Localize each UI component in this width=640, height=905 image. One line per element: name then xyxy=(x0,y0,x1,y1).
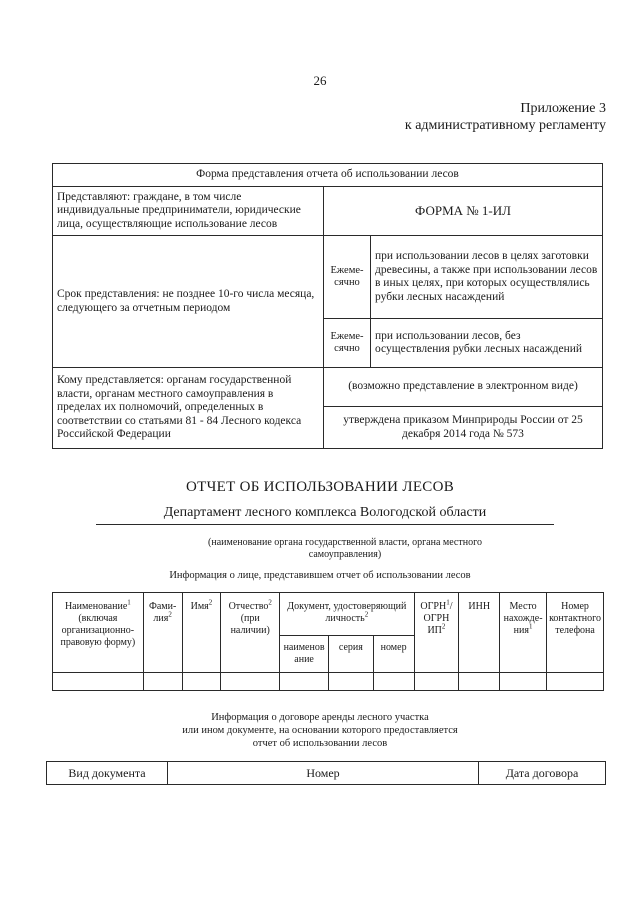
form-info-table xyxy=(52,163,603,449)
periodicity-2: Ежеме-сячно xyxy=(324,319,371,368)
appendix-line-2: к административному регламенту xyxy=(404,118,606,133)
col-phone: Номер контактного телефона xyxy=(547,593,604,673)
cell-empty xyxy=(280,673,329,691)
department-note: (наименование органа государственной власти, органа местного самоуправления) xyxy=(208,537,482,560)
lease-caption-line-1: Информация о договоре аренды лесного участка xyxy=(211,712,429,723)
table-row-empty xyxy=(53,673,604,691)
case-1-cell: при использовании лесов в целях заготовки древесины, а также при использовании лесов в иных целях, при которых осуществлялись рубки лесных насаждений xyxy=(371,236,603,319)
col-inn: ИНН xyxy=(459,593,500,673)
submitters-cell: Представляют: граждане, в том числе индивидуальные предприниматели, юридические лица, осуществляющие использование лесов xyxy=(53,187,324,236)
person-info-caption: Информация о лице, представившем отчет об использовании лесов xyxy=(169,570,471,581)
report-title: ОТЧЕТ ОБ ИСПОЛЬЗОВАНИИ ЛЕСОВ xyxy=(185,479,455,495)
case-2-cell: при использовании лесов, без осуществления рубки лесных насаждений xyxy=(371,319,603,368)
form-number: ФОРМА № 1-ИЛ xyxy=(324,187,603,236)
cell-empty xyxy=(373,673,414,691)
appendix-line-1: Приложение 3 xyxy=(520,101,606,116)
col-doc-number: номер xyxy=(373,636,414,673)
col-doc-name: наименов ание xyxy=(280,636,329,673)
cell-empty xyxy=(547,673,604,691)
col-ogrn: ОГРН$^1$/ ОГРН $ИП^2$ xyxy=(414,593,459,673)
col-location: Место нахожде-ния$^1$ xyxy=(500,593,547,673)
recipient-cell: Кому представляется: органам государственной власти, органам местного самоуправления в пределах их полномочий, определенных в соответствии со статьями 81 - 84 Лесного кодекса Российской Федерации xyxy=(53,368,324,449)
page-number: 26 xyxy=(313,73,327,88)
cell-empty xyxy=(143,673,182,691)
person-info-table xyxy=(52,592,604,691)
form-table-title: Форма представления отчета об использовании лесов xyxy=(53,164,603,187)
cell-empty xyxy=(53,673,144,691)
deadline-cell: Срок представления: не позднее 10-го числа месяца, следующего за отчетным периодом xyxy=(53,236,324,368)
col-doc-series: серия xyxy=(329,636,374,673)
approved-cell: утверждена приказом Минприроды России от 25 декабря 2014 года № 573 xyxy=(324,407,603,449)
col-first-name: Имя$^2$ xyxy=(182,593,221,673)
lease-caption-line-3: отчет об использовании лесов xyxy=(252,738,388,749)
electronic-cell: (возможно представление в электронном виде) xyxy=(324,368,603,407)
lease-caption-line-2: или ином документе, на основании которого предоставляется xyxy=(182,725,458,736)
col-lease-date: Дата договора xyxy=(479,762,606,785)
col-doc-type: Вид документа xyxy=(47,762,168,785)
col-surname: Фами-лия$^2$ xyxy=(143,593,182,673)
col-lease-number: Номер xyxy=(168,762,479,785)
col-patronymic: Отчество$^2$ (при наличии) xyxy=(221,593,280,673)
cell-empty xyxy=(329,673,374,691)
lease-info-caption xyxy=(0,711,640,750)
cell-empty xyxy=(500,673,547,691)
col-name: Наименование$^1$ (включая организационно-правовую форму) xyxy=(53,593,144,673)
appendix-header xyxy=(405,100,606,134)
cell-empty xyxy=(182,673,221,691)
col-document: Документ, удостоверяющий личность$^2$ xyxy=(280,593,414,636)
cell-empty xyxy=(221,673,280,691)
lease-table xyxy=(46,761,606,785)
periodicity-1: Ежеме-сячно xyxy=(324,236,371,319)
cell-empty xyxy=(414,673,459,691)
cell-empty xyxy=(459,673,500,691)
department-name: Департамент лесного комплекса Вологодской области xyxy=(96,505,554,525)
